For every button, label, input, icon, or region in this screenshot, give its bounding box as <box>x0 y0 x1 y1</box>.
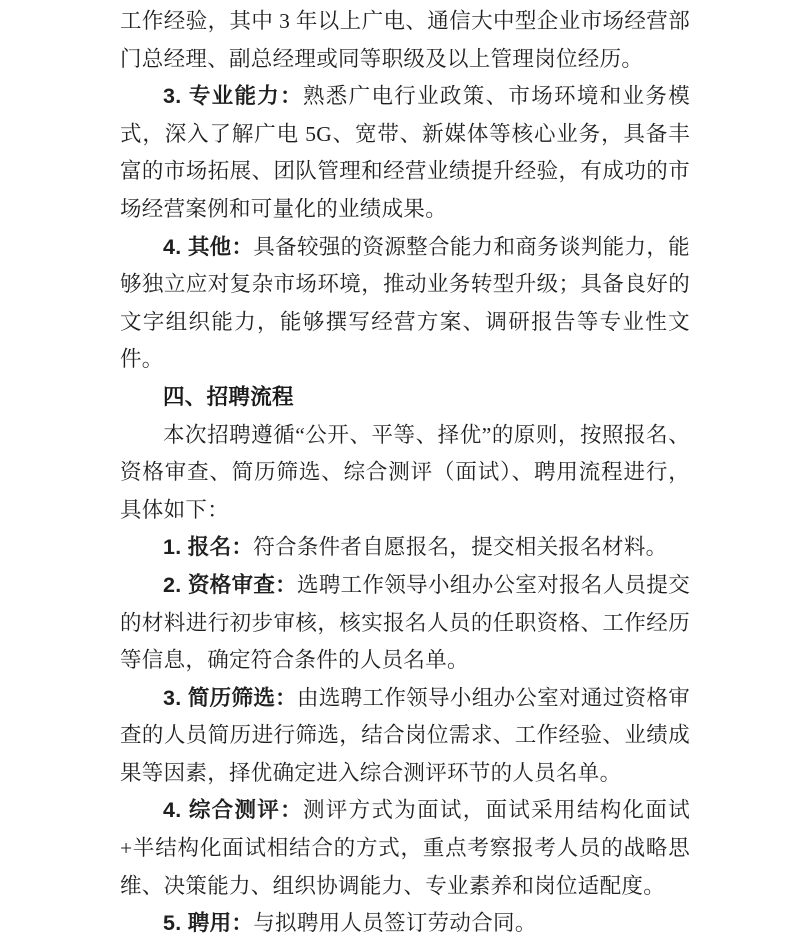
item-label: 4. 其他： <box>163 234 254 259</box>
paragraph-text: 与拟聘用人员签订劳动合同。 <box>253 911 537 936</box>
item-label: 5. 聘用： <box>163 911 254 936</box>
paragraph-text: 符合条件者自愿报名，提交相关报名材料。 <box>253 535 668 560</box>
paragraph <box>120 529 690 567</box>
paragraph <box>120 680 690 793</box>
paragraph-text: 工作经验，其中 3 年以上广电、通信大中型企业市场经营部门总经理、副总经理或同等职级及以上管理岗位经历。 <box>120 9 690 71</box>
item-label: 4. 综合测评： <box>163 798 303 823</box>
paragraph-text: 选聘工作领导小组办公室对报名人员提交的材料进行初步审核，核实报名人员的任职资格、工作经历等信息，确定符合条件的人员名单。 <box>120 572 690 673</box>
paragraph <box>120 78 690 228</box>
paragraph <box>120 792 690 905</box>
item-label: 1. 报名： <box>163 535 254 560</box>
paragraph-text: 本次招聘遵循“公开、平等、择优”的原则，按照报名、资格审查、简历筛选、综合测评（面试）、聘用流程进行，具体如下： <box>120 422 690 522</box>
paragraph-text: 具备较强的资源整合能力和商务谈判能力，能够独立应对复杂市场环境，推动业务转型升级；具备良好的文字组织能力，能够撰写经营方案、调研报告等专业性文件。 <box>120 234 690 372</box>
item-label: 3. 简历筛选： <box>163 685 298 710</box>
paragraph <box>120 905 690 943</box>
paragraph-text: 由选聘工作领导小组办公室对通过资格审查的人员简历进行筛选，结合岗位需求、工作经验、业绩成果等因素，择优确定进入综合测评环节的人员名单。 <box>120 685 690 785</box>
paragraph-text: 熟悉广电行业政策、市场环境和业务模式，深入了解广电 5G、宽带、新媒体等核心业务，具备丰富的市场拓展、团队管理和经营业绩提升经验，有成功的市场经营案例和可量化的业绩成果。 <box>120 84 690 221</box>
paragraph <box>120 229 690 379</box>
item-label: 2. 资格审查： <box>163 572 298 597</box>
section-heading: 四、招聘流程 <box>163 384 294 409</box>
item-label: 3. 专业能力： <box>163 84 303 109</box>
paragraph <box>120 567 690 680</box>
paragraph <box>120 3 690 78</box>
paragraph <box>120 417 690 530</box>
paragraph-text: 测评方式为面试，面试采用结构化面试+半结构化面试相结合的方式，重点考察报考人员的战略思维、决策能力、组织协调能力、专业素养和岗位适配度。 <box>120 798 690 898</box>
